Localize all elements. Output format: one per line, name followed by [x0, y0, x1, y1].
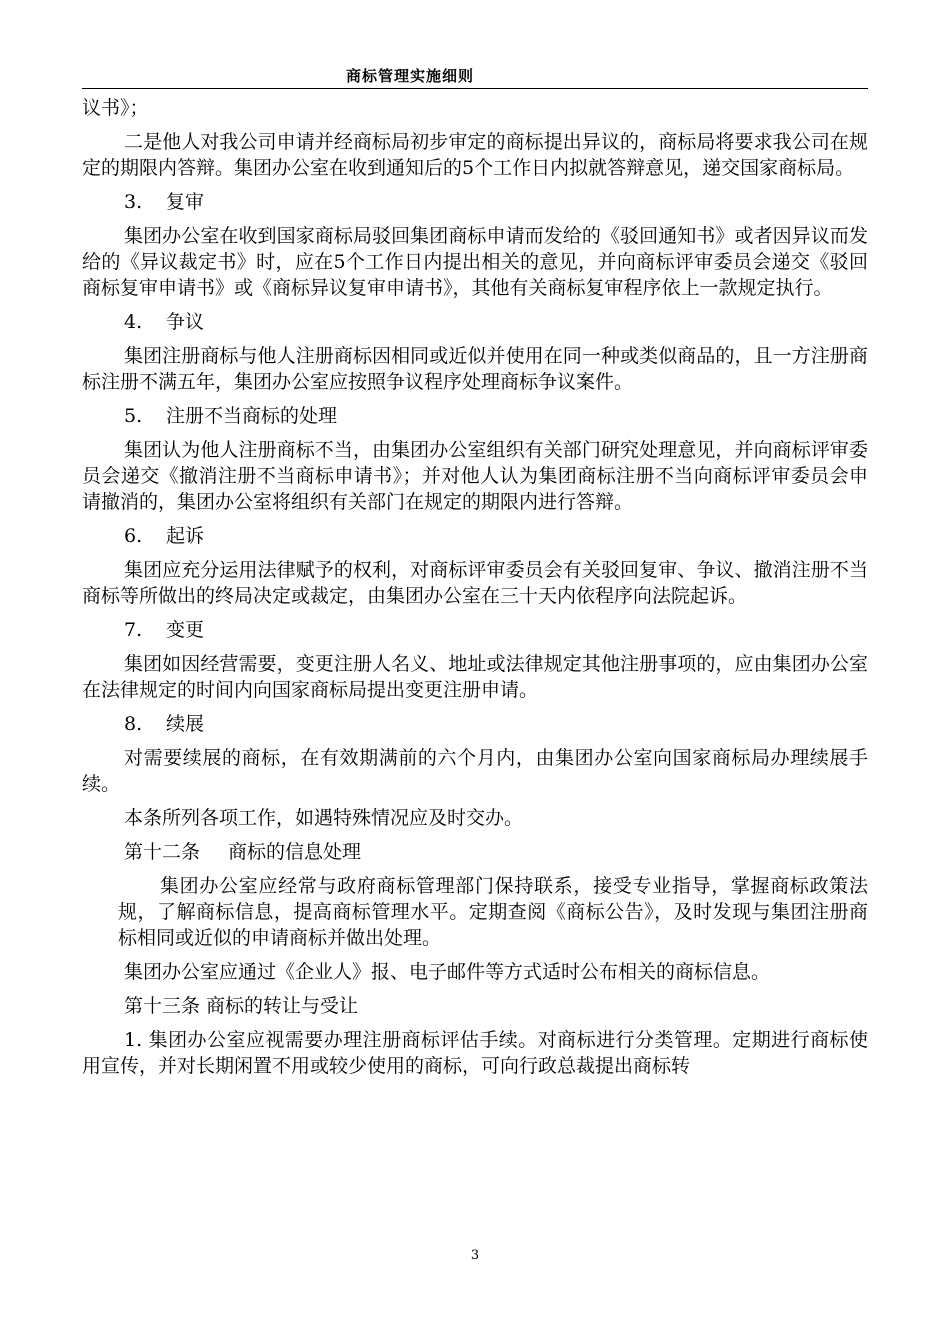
paragraph-objection: 二是他人对我公司申请并经商标局初步审定的商标提出异议的，商标局将要求我公司在规定的期限内答辩。集团办公室在收到通知后的5个工作日内拟就答辩意见，递交国家商标局。 [82, 131, 868, 179]
article-title: 商标的信息处理 [228, 841, 362, 863]
heading-text: 变更 [166, 619, 205, 641]
paragraph-renewal: 对需要续展的商标，在有效期满前的六个月内，由集团办公室向国家商标局办理续展手续。 [82, 747, 868, 795]
article-label: 第十二条 [124, 841, 201, 863]
paragraph-change: 集团如因经营需要，变更注册人名义、地址或法律规定其他注册事项的，应由集团办公室在法律规定的时间内向国家商标局提出变更注册申请。 [82, 653, 868, 701]
paragraph-dispute: 集团注册商标与他人注册商标因相同或近似并使用在同一种或类似商品的，且一方注册商标注册不满五年，集团办公室应按照争议程序处理商标争议案件。 [82, 345, 868, 393]
heading-text: 注册不当商标的处理 [166, 405, 338, 427]
paragraph-continuation: 议书》； [82, 97, 149, 119]
paragraph-information: 集团办公室应经常与政府商标管理部门保持联系，接受专业指导，掌握商标政策法规，了解商标信息，提高商标管理水平。定期查阅《商标公告》，及时发现与集团注册商标相同或近似的申请商标并做出处理。 [118, 875, 868, 949]
heading-improper-registration [82, 403, 868, 429]
heading-lawsuit [82, 523, 868, 549]
heading-review [82, 189, 868, 215]
heading-number: 5. [124, 405, 143, 427]
heading-number: 8. [124, 713, 143, 735]
paragraph-review: 集团办公室在收到国家商标局驳回集团商标申请而发给的《驳回通知书》或者因异议而发给的《异议裁定书》时，应在5个工作日内提出相关的意见，并向商标评审委员会递交《驳回商标复审申请书》或《商标异议复审申请书》，其他有关商标复审程序依上一款规定执行。 [82, 225, 868, 299]
paragraph-improper-registration: 集团认为他人注册商标不当，由集团办公室组织有关部门研究处理意见，并向商标评审委员会递交《撤消注册不当商标申请书》；并对他人认为集团商标注册不当向商标评审委员会申请撤消的，集团办公室将组织有关部门在规定的期限内进行答辩。 [82, 439, 868, 513]
paragraph-special-cases: 本条所列各项工作，如遇特殊情况应及时交办。 [124, 807, 524, 829]
document-body [82, 95, 868, 1087]
heading-text: 复审 [166, 191, 205, 213]
heading-text: 起诉 [166, 525, 205, 547]
heading-number: 3. [124, 191, 143, 213]
heading-number: 4. [124, 311, 143, 333]
heading-dispute [82, 309, 868, 335]
header-title: 商标管理实施细则 [345, 67, 474, 85]
article-thirteen-heading: 第十三条 商标的转让与受让 [124, 995, 359, 1017]
paragraph-evaluation: 1. 集团办公室应视需要办理注册商标评估手续。对商标进行分类管理。定期进行商标使用宣传，并对长期闲置不用或较少使用的商标，可向行政总裁提出商标转 [82, 1029, 868, 1077]
page-header [82, 66, 868, 89]
heading-renewal [82, 711, 868, 737]
article-twelve-heading [82, 839, 868, 865]
heading-text: 争议 [166, 311, 205, 333]
heading-text: 续展 [166, 713, 205, 735]
paragraph-publish-info: 集团办公室应通过《企业人》报、电子邮件等方式适时公布相关的商标信息。 [124, 961, 771, 983]
paragraph-lawsuit: 集团应充分运用法律赋予的权利，对商标评审委员会有关驳回复审、争议、撤消注册不当商标等所做出的终局决定或裁定，由集团办公室在三十天内依程序向法院起诉。 [82, 559, 868, 607]
page-number: 3 [470, 1248, 480, 1263]
heading-number: 7. [124, 619, 143, 641]
heading-change [82, 617, 868, 643]
heading-number: 6. [124, 525, 143, 547]
